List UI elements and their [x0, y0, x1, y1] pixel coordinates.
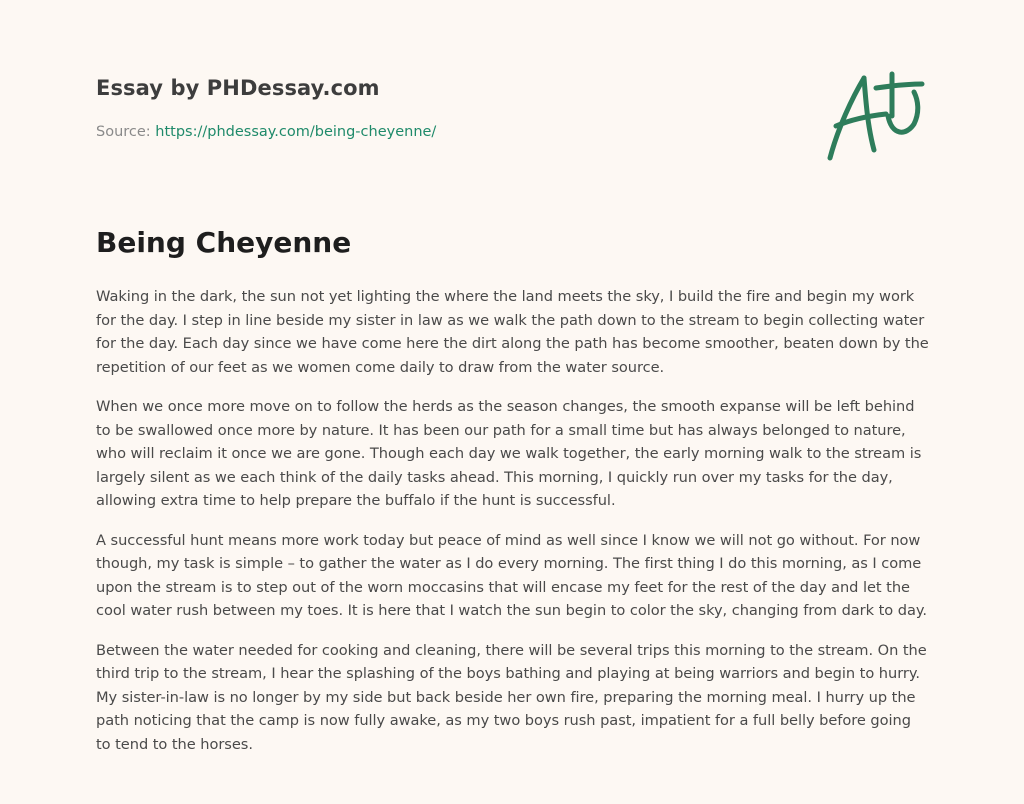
essay-paragraph: When we once more move on to follow the herds as the season changes, the smooth expanse will be left behind to be swallowed once more by nature. It has been our path for a small time but has always belonged to nature, who will reclaim it once we are gone. Though each day we walk together, the early morning walk to the stream is largely silent as we each think of the daily tasks ahead. This morning, I quickly run over my tasks for the day, allowing extra time to help prepare the buffalo if the hunt is successful. [96, 398, 922, 509]
essay-title: Being Cheyenne [96, 226, 352, 259]
source-label: Source: [96, 124, 151, 140]
plus-horizontal [876, 84, 922, 88]
source-line [96, 124, 436, 140]
brand-title: Essay by PHDessay.com [96, 76, 380, 100]
essay-paragraph: Waking in the dark, the sun not yet lighting the where the land meets the sky, I build the fire and begin my work for the day. I step in line beside my sister in law as we walk the path down to the stream to begin collecting water for the day. Each day since we have come here the dirt along the path has become smoother, beaten down by the repetition of our feet as we women come daily to draw from the water source. [96, 288, 929, 376]
a-plus-grade-icon [822, 66, 930, 166]
source-link[interactable]: https://phdessay.com/being-cheyenne/ [155, 124, 437, 140]
essay-paragraph: A successful hunt means more work today but peace of mind as well since I know we will not go without. For now though, my task is simple – to gather the water as I do every morning. The first thing I do this morning, as I come upon the stream is to step out of the worn moccasins that will encase my feet for the rest of the day and let the cool water rush between my toes. It is here that I watch the sun begin to color the sky, changing from dark to day. [96, 531, 927, 619]
essay-body [96, 285, 930, 772]
essay-paragraph: Between the water needed for cooking and cleaning, there will be several trips this morning to the stream. On the third trip to the stream, I hear the splashing of the boys bathing and playing at being warriors and begin to hurry. My sister-in-law is no longer by my side but back beside her own fire, preparing the morning meal. I hurry up the path noticing that the camp is now fully awake, as my two boys rush past, impatient for a full belly before going to tend to the horses. [96, 641, 927, 753]
